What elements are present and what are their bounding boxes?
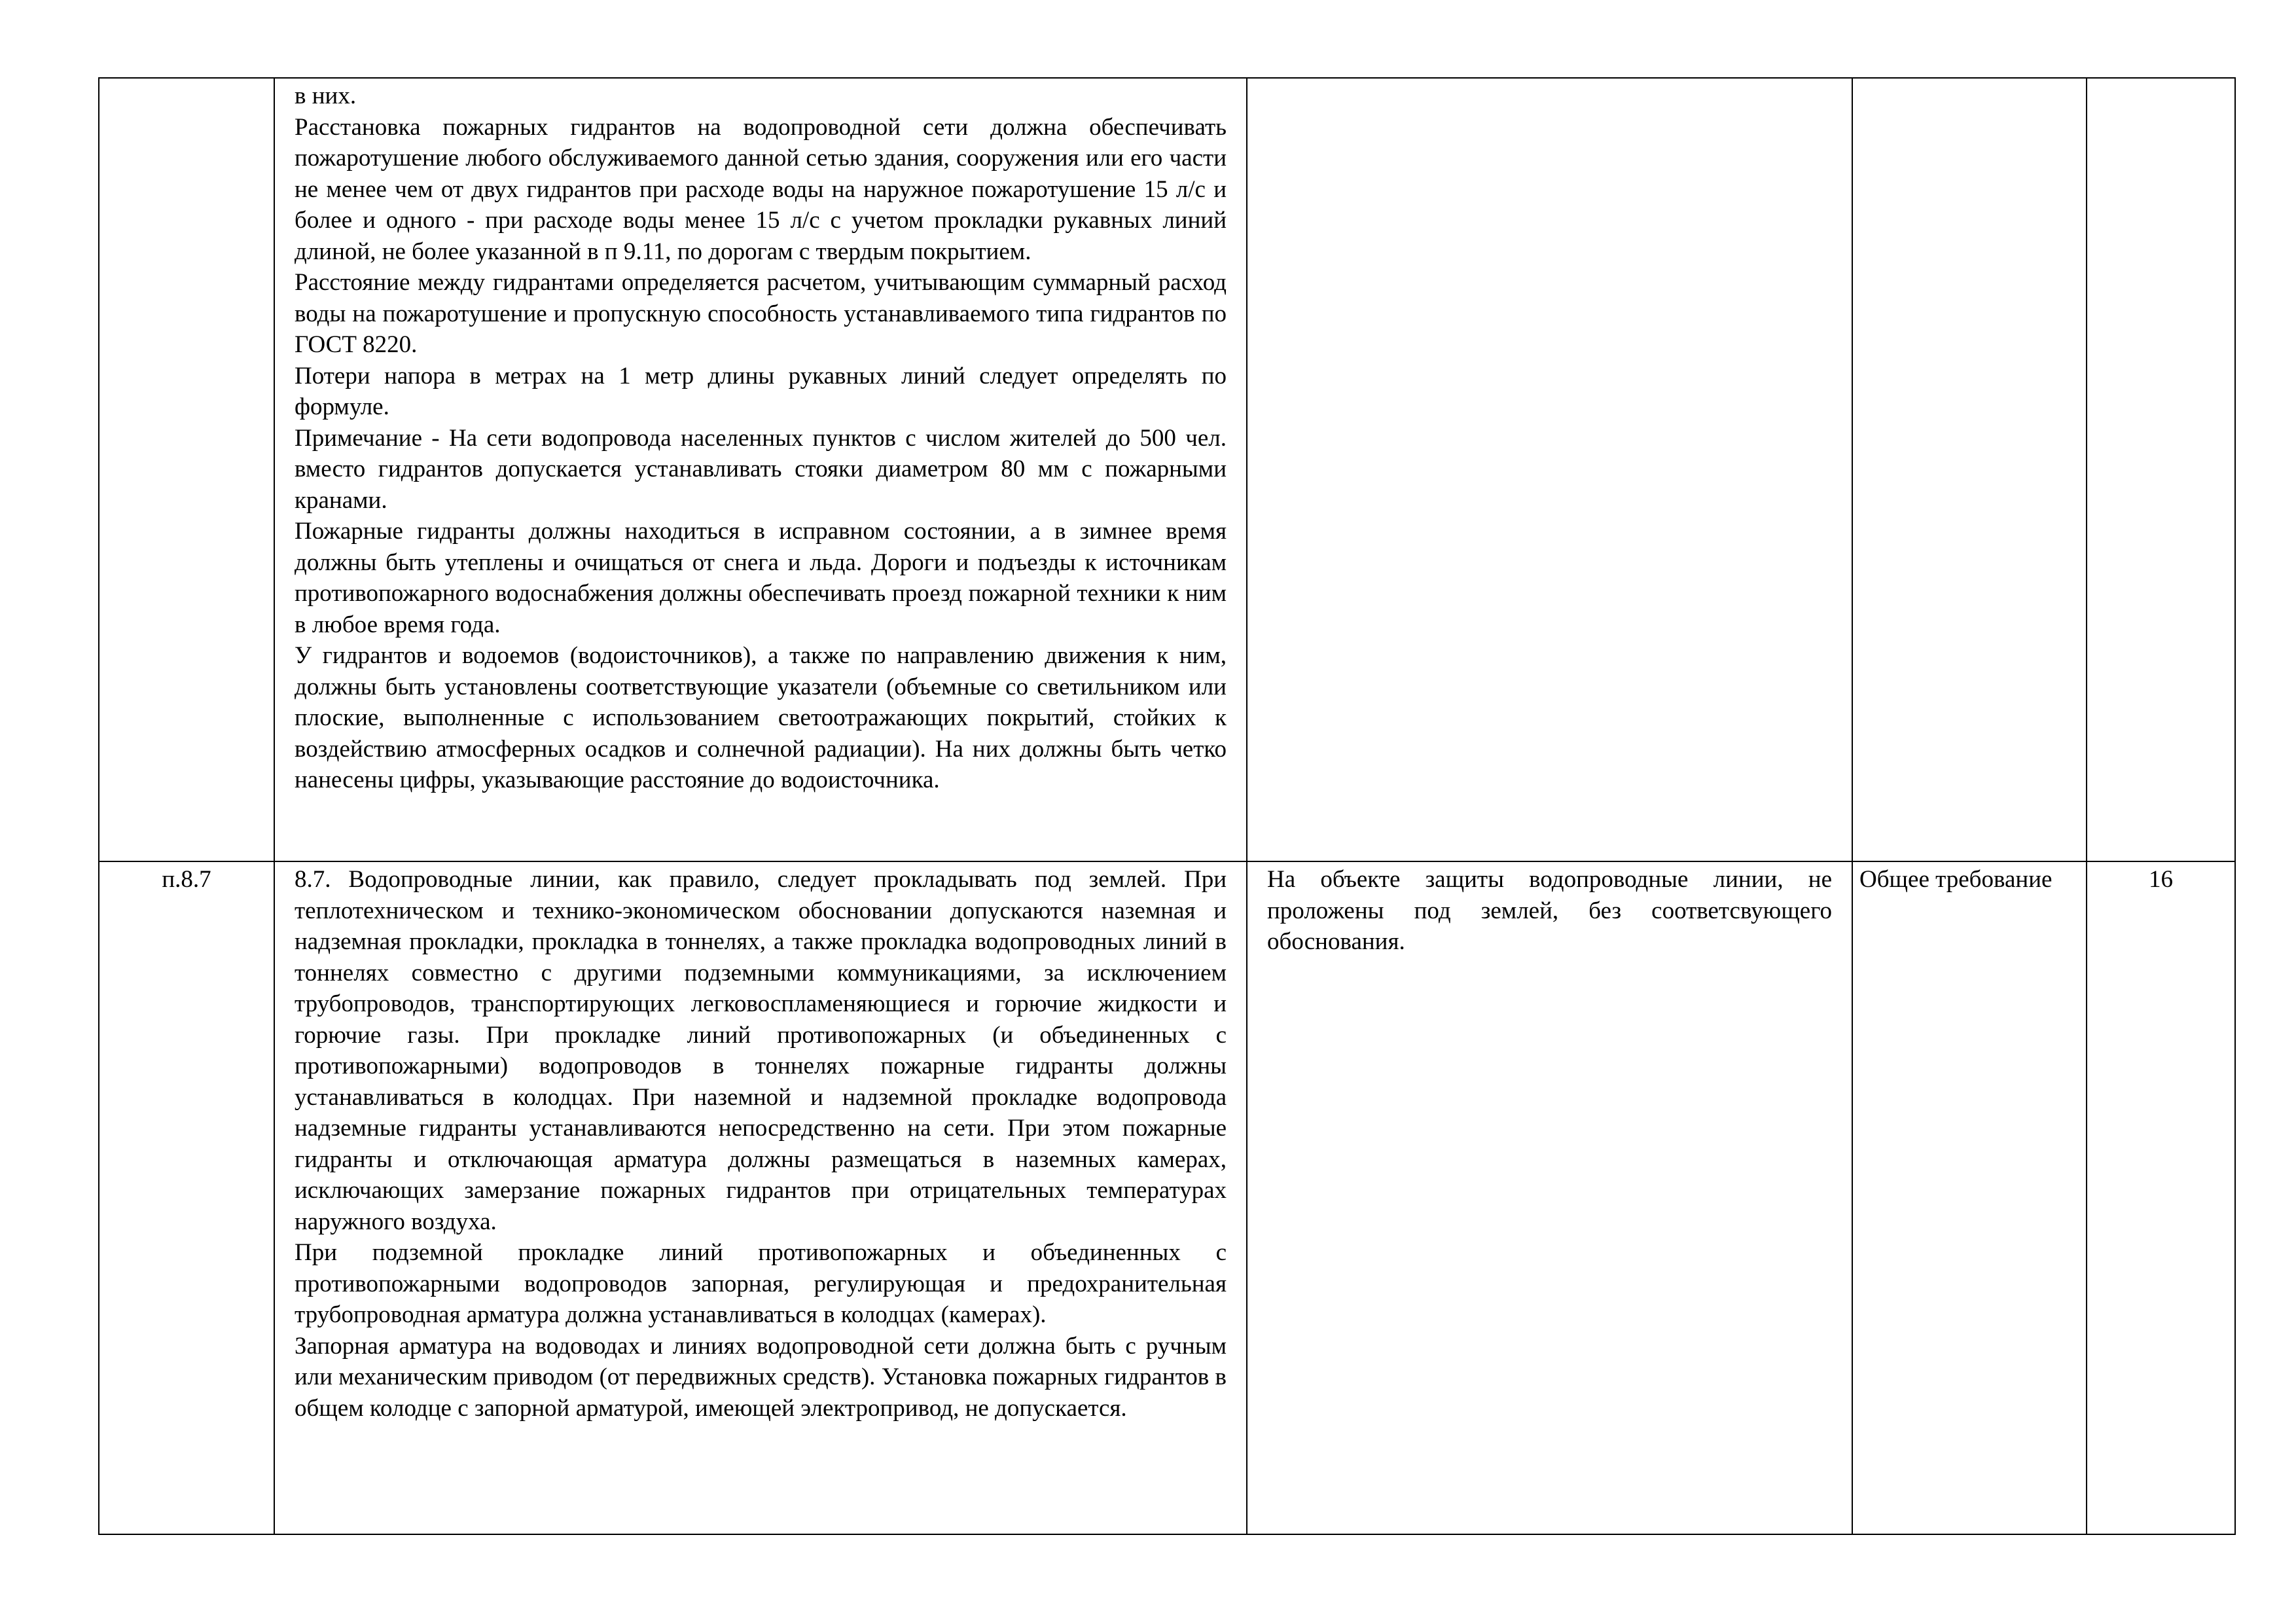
count-cell: 16 (2087, 861, 2235, 1534)
violation-cell (1247, 78, 1852, 861)
violation-cell: На объекте защиты водопроводные линии, не проложены под землей, без соответсвующего обоснования. (1247, 861, 1852, 1534)
paragraph: Расстояние между гидрантами определяется расчетом, учитывающим суммарный расход воды на пожаротушение и пропускную способность устанавливаемого типа гидрантов по ГОСТ 8220. (295, 269, 1227, 358)
paragraph: Расстановка пожарных гидрантов на водопроводной сети должна обеспечивать пожаротушение любого обслуживаемого данной сетью здания, сооружения или его части не менее чем от двух гидрантов при расходе воды на наружное пожаротушение 15 л/с и более и одного - при расходе воды менее 15 л/с с учетом прокладки рукавных линий длиной, не более указанной в п 9.11, по дорогам с твердым покрытием. (295, 113, 1227, 265)
paragraph: Запорная арматура на водоводах и линиях водопроводной сети должна быть с ручным или механическим приводом (от передвижных средств). Установка пожарных гидрантов в общем колодце с запорной арматурой, имеющей электропривод, не допускается. (295, 1332, 1227, 1422)
paragraph: У гидрантов и водоемов (водоисточников), а также по направлению движения к ним, должны быть установлены соответствующие указатели (объемные со светильником или плоские, выполненные с использованием светоотражающих покрытий, стойких к воздействию атмосферных осадков и солнечной радиации). На них должны быть четко нанесены цифры, указывающие расстояние до водоисточника. (295, 642, 1227, 793)
table-row (99, 861, 2235, 1534)
requirement-text-cell (274, 861, 1247, 1534)
document-page (98, 77, 2234, 1534)
table-row (99, 78, 2235, 861)
paragraph: При подземной прокладке линий противопожарных и объединенных с противопожарными водопроводов запорная, регулирующая и предохранительная трубопроводная арматура должна устанавливаться в колодцах (камерах). (295, 1239, 1227, 1328)
requirement-type-cell: Общее требование (1852, 861, 2087, 1534)
clause-ref-cell (99, 78, 274, 861)
requirement-type-cell (1852, 78, 2087, 861)
clause-ref-cell: п.8.7 (99, 861, 274, 1534)
paragraph: Пожарные гидранты должны находиться в исправном состоянии, а в зимнее время должны быть утеплены и очищаться от снега и льда. Дороги и подъезды к источникам противопожарного водоснабжения должны обеспечивать проезд пожарной техники к ним в любое время года. (295, 518, 1227, 638)
paragraph: Примечание - На сети водопровода населенных пунктов с числом жителей до 500 чел. вместо гидрантов допускается устанавливать стояки диаметром 80 мм с пожарными кранами. (295, 424, 1227, 514)
paragraph: в них. (295, 82, 357, 109)
paragraph: 8.7. Водопроводные линии, как правило, следует прокладывать под землей. При теплотехническом и технико-экономическом обосновании допускаются наземная и надземная прокладки, прокладка в тоннелях, а также прокладка водопроводных линий в тоннелях совместно с другими подземными коммуникациями, за исключением трубопроводов, транспортирующих легковоспламеняющиеся и горючие жидкости и горючие газы. При прокладке линий противопожарных (и объединенных с противопожарными) водопроводов в тоннелях пожарные гидранты должны устанавливаться в колодцах. При наземной и надземной прокладке водопровода надземные гидранты устанавливаются непосредственно на сети. При этом пожарные гидранты и отключающая арматура должны размещаться в наземных камерах, исключающих замерзание пожарных гидрантов при отрицательных температурах наружного воздуха. (295, 866, 1227, 1235)
count-cell (2087, 78, 2235, 861)
requirements-table (98, 77, 2236, 1535)
paragraph: Потери напора в метрах на 1 метр длины рукавных линий следует определять по формуле. (295, 362, 1227, 420)
requirement-text-cell (274, 78, 1247, 861)
